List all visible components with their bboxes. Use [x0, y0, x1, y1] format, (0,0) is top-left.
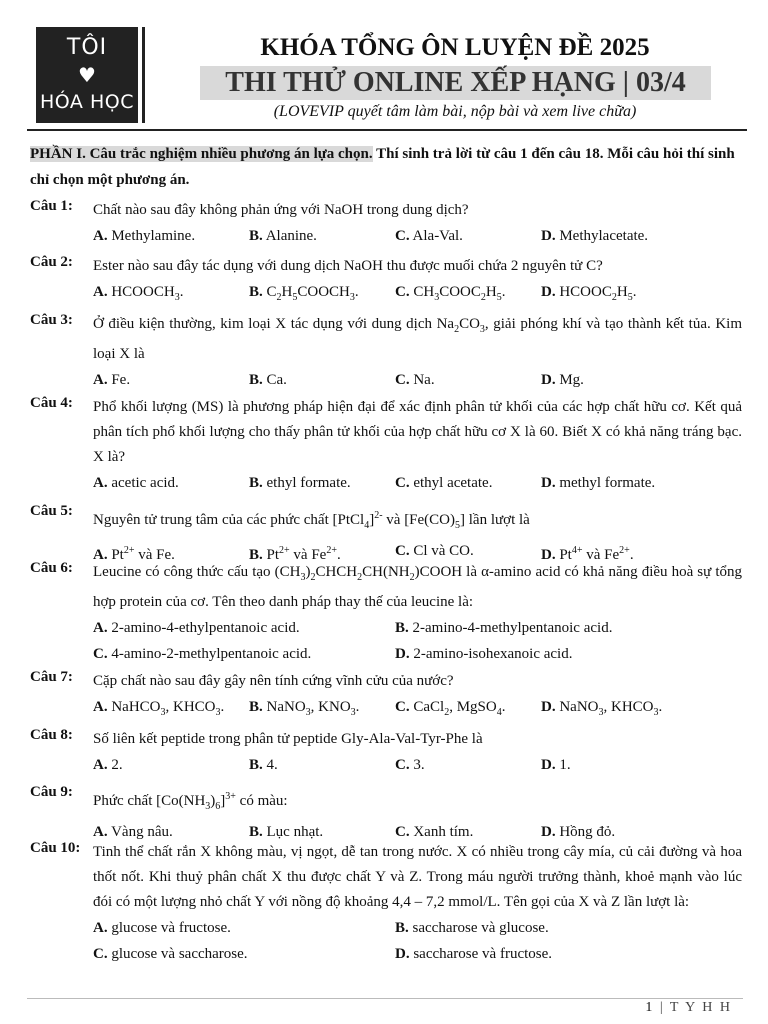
question-stem: Số liên kết peptide trong phân tử peptide Gly-Ala-Val-Tyr-Phe là	[93, 731, 483, 747]
option-c[interactable]: C. glucose và saccharose.	[93, 946, 248, 962]
option-c[interactable]: C. ethyl acetate.	[395, 475, 493, 491]
option-d[interactable]: D. $HCOOC_2H_5$.	[541, 284, 637, 303]
option-a[interactable]: A. 2.	[93, 757, 123, 773]
option-c[interactable]: C. Xanh tím.	[395, 824, 474, 840]
question-stem: Phức chất $[Co(NH_3)_6]^{3+}$ có màu:	[93, 791, 288, 812]
question-stem: Leucine có công thức cấu tạo $(CH_3)_2CHCH_2CH(NH_2)COOH$ là α-amino acid có khả năng điều hoà sự tổng hợp protein của cơ. Tên theo danh pháp thay thế của leucine là:	[93, 564, 743, 610]
option-d[interactable]: D. saccharose và fructose.	[395, 946, 553, 962]
answer-options-row2	[93, 641, 742, 667]
instruction-text: Thí sinh trả lời từ câu 1 đến câu 18. Mỗi câu hỏi thí sinh chỉ chọn một phương án.	[30, 146, 735, 188]
answer-options-row1	[93, 915, 742, 941]
header-rule	[27, 129, 747, 131]
option-b[interactable]: B. NaNO$_3$, $KNO_3$.	[249, 699, 360, 718]
option-c[interactable]: C. Cl và CO.	[395, 543, 474, 559]
course-title: KHÓA TỔNG ÔN LUYỆN ĐỀ 2025	[260, 34, 650, 61]
answer-options	[93, 752, 742, 778]
option-c[interactable]: C. Na.	[395, 372, 435, 388]
question-3	[30, 312, 742, 393]
section-instructions	[30, 141, 742, 193]
option-b[interactable]: B. ethyl formate.	[249, 475, 351, 491]
question-number: Câu 6:	[30, 560, 73, 576]
footer-code: T Y H H	[669, 1000, 732, 1015]
option-b[interactable]: B. $C_2H_5COOCH_3$.	[249, 284, 359, 303]
option-c[interactable]: C. 3.	[395, 757, 425, 773]
answer-options	[93, 694, 742, 720]
logo-text-top: TÔI	[66, 35, 108, 60]
question-stem: Phổ khối lượng (MS) là phương pháp hiện đại để xác định phân tử khối của các hợp chất hữu cơ. Kết quả phân tích phổ khối lượng cho thấy phân tử khối của hợp chất hữu cơ X là 60. Biết X có khả năng tráng bạc. X là?	[93, 399, 742, 465]
question-2	[30, 254, 742, 305]
option-d[interactable]: D. $Pt^{4+}$ và $Fe^{2+}$.	[541, 545, 634, 563]
option-d[interactable]: D. methyl formate.	[541, 475, 656, 491]
question-stem: Tinh thể chất rắn X không màu, vị ngọt, dễ tan trong nước. X có nhiều trong cây mía, củ cải đường và hoa thốt nốt. Khi thuỷ phân chất X thu được chất Y và Z. Trong máu người trưởng thành, khoẻ mạnh vào lúc đói có một lượng nhỏ chất Y với nồng độ khoảng 4,4 – 7,2 mmol/L. Tên gọi của X và Z lần lượt là:	[93, 844, 742, 910]
option-b[interactable]: B. 2-amino-4-methylpentanoic acid.	[395, 620, 613, 636]
question-9	[30, 784, 742, 845]
option-a[interactable]: A. NaHCO$_3$, $KHCO_3$.	[93, 699, 225, 718]
question-number: Câu 9:	[30, 784, 73, 800]
brand-logo	[36, 27, 138, 123]
option-c[interactable]: C. Ala-Val.	[395, 228, 463, 244]
question-stem: Nguyên tử trung tâm của các phức chất [PtCl$_4$]$^{2-}$ và $[Fe(CO)_5]$ lần lượt là	[93, 510, 530, 531]
answer-options	[93, 367, 742, 393]
question-number: Câu 3:	[30, 312, 73, 328]
answer-options	[93, 470, 742, 496]
question-8	[30, 727, 742, 778]
option-a[interactable]: A. $HCOOCH_3$.	[93, 284, 184, 303]
option-d[interactable]: D. 1.	[541, 757, 571, 773]
option-c[interactable]: C. CaCl$_2$, MgSO$_4$.	[395, 699, 506, 718]
answer-options-row1	[93, 615, 742, 641]
footer-rule	[27, 998, 743, 999]
option-c[interactable]: C. $CH_3COOC_2H_5$.	[395, 284, 506, 303]
question-4	[30, 395, 742, 496]
option-b[interactable]: B. Lục nhạt.	[249, 824, 324, 840]
option-a[interactable]: A. Vàng nâu.	[93, 824, 173, 840]
page-number: 1	[645, 1000, 655, 1015]
answer-options	[93, 279, 742, 305]
question-number: Câu 2:	[30, 254, 73, 270]
footer-separator: |	[654, 1000, 670, 1015]
question-stem: Ở điều kiện thường, kim loại X tác dụng với dung dịch $Na_2CO_3$, giải phóng khí và tạo thành kết tủa. Kim loại X là	[93, 316, 742, 362]
question-5	[30, 503, 742, 564]
option-a[interactable]: A. Fe.	[93, 372, 131, 388]
option-b[interactable]: B. Alanine.	[249, 228, 317, 244]
question-6	[30, 560, 742, 667]
option-b[interactable]: B. 4.	[249, 757, 278, 773]
logo-text-bottom: HÓA HỌC	[40, 91, 134, 113]
question-10	[30, 840, 742, 967]
exam-subtitle: THI THỬ ONLINE XẾP HẠNG | 03/4	[200, 66, 711, 100]
question-stem: Cặp chất nào sau đây gây nên tính cứng vĩnh cửu của nước?	[93, 673, 454, 689]
option-a[interactable]: A. acetic acid.	[93, 475, 179, 491]
option-d[interactable]: D. NaNO$_3$, $KHCO_3$.	[541, 699, 663, 718]
header-divider	[142, 27, 145, 123]
question-number: Câu 7:	[30, 669, 73, 685]
option-b[interactable]: B. saccharose và glucose.	[395, 920, 549, 936]
option-a[interactable]: A. glucose và fructose.	[93, 920, 231, 936]
question-1	[30, 198, 742, 249]
option-b[interactable]: B. Ca.	[249, 372, 287, 388]
option-b[interactable]: B. $Pt^{2+}$ và $Fe^{2+}$.	[249, 545, 341, 563]
question-7	[30, 669, 742, 720]
option-d[interactable]: D. Mg.	[541, 372, 584, 388]
question-stem: Ester nào sau đây tác dụng với dung dịch NaOH thu được muối chứa 2 nguyên tử C?	[93, 258, 603, 274]
question-number: Câu 4:	[30, 395, 73, 411]
option-a[interactable]: A. 2-amino-4-ethylpentanoic acid.	[93, 620, 300, 636]
option-d[interactable]: D. Methylacetate.	[541, 228, 649, 244]
tagline: (LOVEVIP quyết tâm làm bài, nộp bài và xem live chữa)	[273, 103, 637, 120]
question-number: Câu 5:	[30, 503, 73, 519]
answer-options	[93, 223, 742, 249]
option-c[interactable]: C. 4-amino-2-methylpentanoic acid.	[93, 646, 312, 662]
page-footer	[645, 1000, 732, 1016]
option-a[interactable]: A. Methylamine.	[93, 228, 196, 244]
option-d[interactable]: D. Hồng đỏ.	[541, 824, 616, 840]
part-label: PHẦN I. Câu trắc nghiệm nhiều phương án lựa chọn.	[30, 146, 373, 162]
answer-options-row2	[93, 941, 742, 967]
option-d[interactable]: D. 2-amino-isohexanoic acid.	[395, 646, 573, 662]
question-stem: Chất nào sau đây không phản ứng với NaOH trong dung dịch?	[93, 202, 469, 218]
option-a[interactable]: A. $Pt^{2+}$ và Fe.	[93, 545, 175, 563]
question-number: Câu 8:	[30, 727, 73, 743]
heart-icon: ♥	[78, 63, 96, 87]
question-number: Câu 10:	[30, 840, 81, 856]
question-number: Câu 1:	[30, 198, 73, 214]
